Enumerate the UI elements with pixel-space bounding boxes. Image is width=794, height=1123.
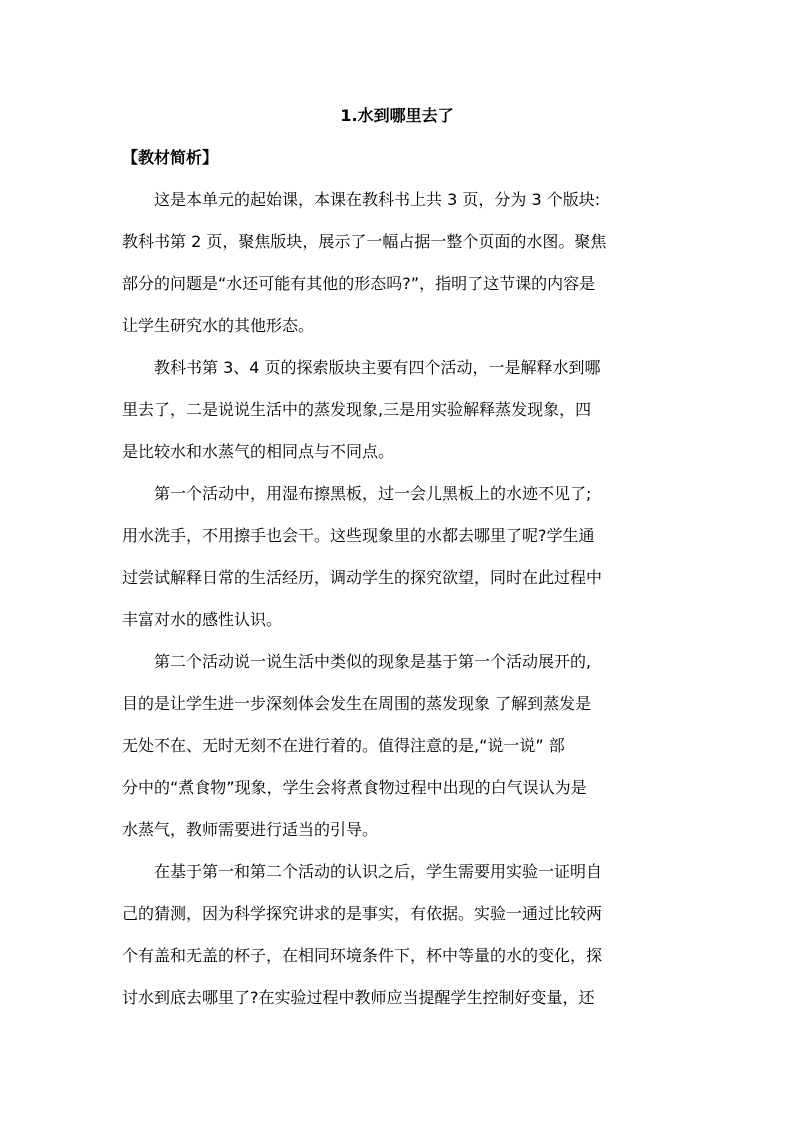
paragraph-line: 己的猜测，因为科学探究讲求的是事实，有依据。实验一通过比较两 [122,904,603,923]
paragraph-line: 目的是让学生进一步深刻体会发生在周围的蒸发现象 了解到蒸发是 [122,694,592,713]
paragraph-line: 过尝试解释日常的生活经历，调动学生的探究欲望，同时在此过程中 [122,568,603,587]
paragraph-line: 无处不在、无时无刻不在进行着的。值得注意的是,“说一说” 部 [122,736,565,755]
paragraph-line: 让学生研究水的其他形态。 [122,316,315,335]
paragraph-line: 在基于第一和第二个活动的认识之后，学生需要用实验一证明自 [154,862,603,881]
paragraph-line: 教科书第 2 页，聚焦版块，展示了一幅占据一整个页面的水图。聚焦 [122,232,607,251]
paragraph-line: 是比较水和水蒸气的相同点与不同点。 [122,442,395,461]
paragraph-line: 个有盖和无盖的杯子，在相同环境条件下，杯中等量的水的变化，探 [122,946,603,965]
paragraph-line: 丰富对水的感性认识。 [122,610,283,629]
paragraph-line: 这是本单元的起始课，本课在教科书上共 3 页，分为 3 个版块: [154,190,601,209]
document-title: 1.水到哪里去了 [340,106,454,125]
paragraph-line: 用水洗手，不用擦手也会干。这些现象里的水都去哪里了呢?学生通 [122,526,595,545]
paragraph-line: 水蒸气，教师需要进行适当的引导。 [122,820,379,839]
paragraph-line: 部分的问题是“水还可能有其他的形态吗?”，指明了这节课的内容是 [122,274,596,293]
paragraph-line: 里去了，二是说说生活中的蒸发现象,三是用实验解释蒸发现象，四 [122,400,592,419]
paragraph-line: 教科书第 3、4 页的探索版块主要有四个活动，一是解释水到哪 [154,358,601,377]
paragraph-line: 讨水到底去哪里了?在实验过程中教师应当提醒学生控制好变量，还 [122,988,595,1007]
paragraph-line: 分中的“煮食物”现象，学生会将煮食物过程中出现的白气误认为是 [122,778,587,797]
paragraph-line: 第二个活动说一说生活中类似的现象是基于第一个活动展开的, [154,652,592,671]
paragraph-line: 第一个活动中，用湿布擦黑板，过一会儿黑板上的水迹不见了; [154,484,592,503]
section-heading: 【教材简析】 [122,148,219,167]
